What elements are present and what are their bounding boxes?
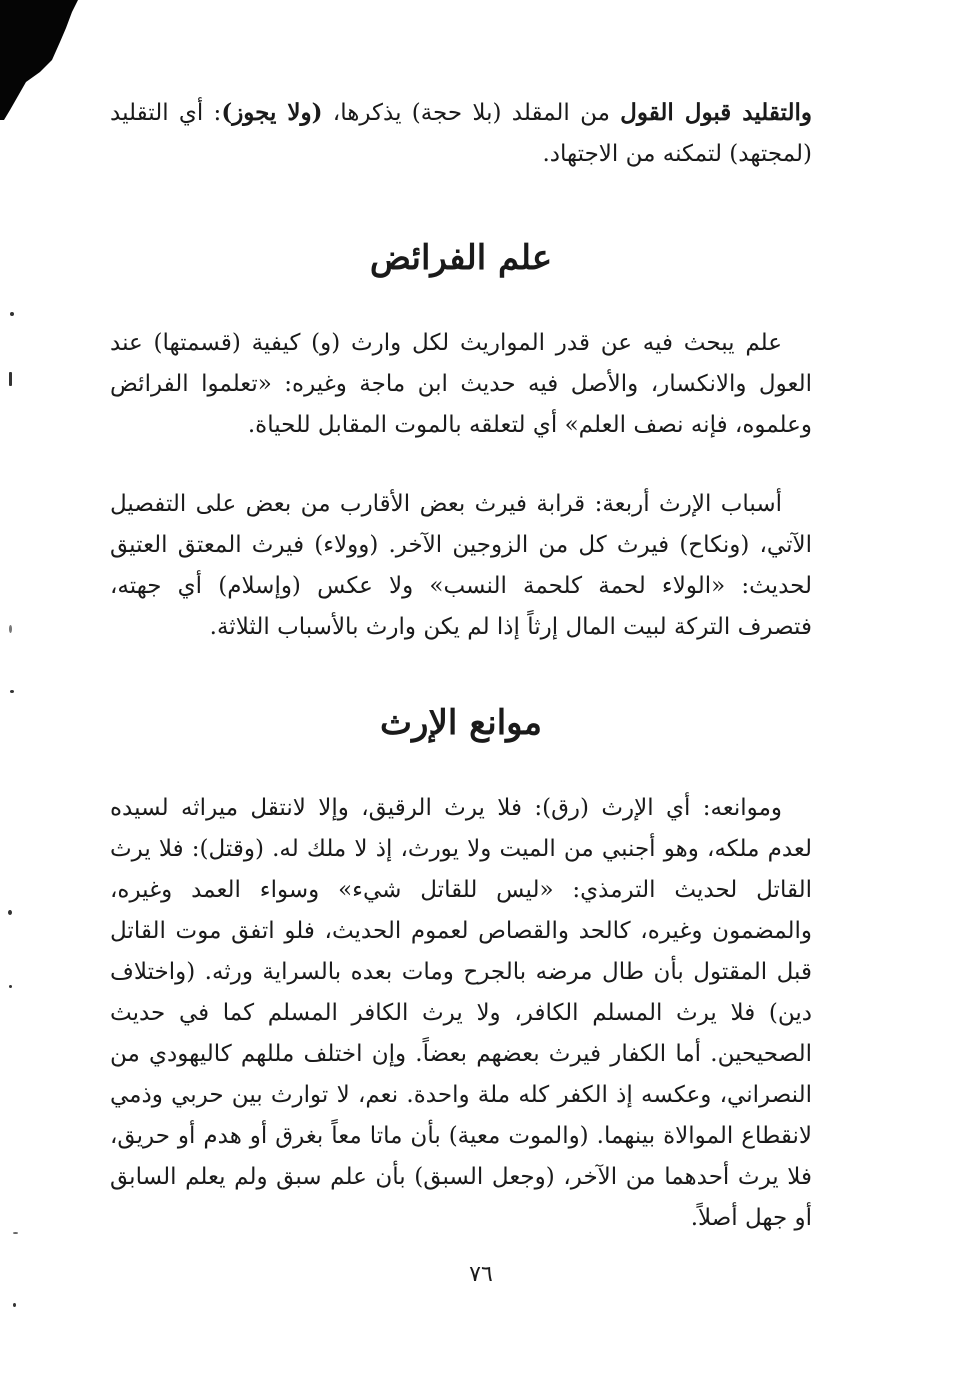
heading-inheritance-impediments: موانع الإرث: [380, 703, 542, 743]
paragraph-inheritance-causes: أسباب الإرث أربعة: قرابة فيرث بعض الأقارب من بعض على التفصيل الآتي، (ونكاح) فيرث كل من الزوجين الآخر. (وولاء) فيرث المعتق العتيق لحديث: «الولاء لحمة كلحمة النسب» ولا عكس (وإسلام) أي جهته، فتصرف التركة لبيت المال إرثاً إذا لم يكن وارث بالأسباب الثلاثة.: [110, 491, 812, 640]
scan-speck: [9, 625, 12, 633]
scan-speck: [10, 312, 14, 316]
page-content: [110, 92, 812, 1239]
paragraph-1-bold-lead: والتقليد قبول القول: [620, 99, 812, 126]
scan-speck: [13, 1232, 18, 1234]
paragraph-faraid-definition: علم يبحث فيه عن قدر المواريث لكل وارث (و) كيفية (قسمتها) عند العول والانكسار، والأصل فيه حديث ابن ماجة وغيره: «تعلموا الفرائض وعلموه، فإنه نصف العلم» أي لتعلقه بالموت المقابل للحياة.: [110, 330, 812, 438]
paragraph-1-bold-b: (ولا يجوز): [221, 99, 323, 126]
heading-faraid: علم الفرائض: [369, 238, 553, 278]
scan-speck: [9, 372, 12, 386]
paragraph-inheritance-impediments: وموانعه: أي الإرث (رق): فلا يرث الرقيق، وإلا لانتقل ميراثه لسيده لعدم ملكه، وهو أجنبي من الميت ولا يورث، إذ لا ملك له. (وقتل): فلا يرث القاتل لحديث الترمذي: «ليس للقاتل شيء» وسواء العمد وغيره، والمضمون وغيره، كالحد والقصاص لعموم الحديث، فلو اتفق موت القاتل قبل المقتول بأن طال مرضه بالجرح ومات بعده بالسراية ورثه. (واختلاف دين) فلا يرث المسلم الكافر، ولا يرث الكافر المسلم كما في حديث الصحيحين. أما الكفار فيرث بعضهم بعضاً. وإن اختلف مللهم كاليهودي من النصراني، وعكسه إذ الكفر كله ملة واحدة. نعم، لا توارث بين حربي وذمي لانقطاع الموالاة بينهما. (والموت معية) بأن ماتا معاً بغرق أو هدم أو حريق، فلا يرث أحدهما من الآخر، (وجعل السبق) بأن علم سبق ولم يعلم السابق أو جهل أصلاً.: [110, 795, 812, 1231]
scan-speck: [13, 1303, 16, 1307]
scan-speck: [9, 985, 12, 988]
paragraph-1-text-a: من المقلد (بلا حجة) يذكرها،: [322, 100, 621, 126]
scan-speck: [8, 910, 12, 915]
paragraph-taqlid: [110, 92, 812, 175]
scan-speck: [10, 690, 14, 693]
page-number: ٧٦: [469, 1262, 493, 1287]
paragraph-1-text-b: : أي التقليد (لمجتهد) لتمكنه من الاجتهاد.: [110, 100, 812, 167]
ink-blot-corner: [0, 0, 78, 120]
